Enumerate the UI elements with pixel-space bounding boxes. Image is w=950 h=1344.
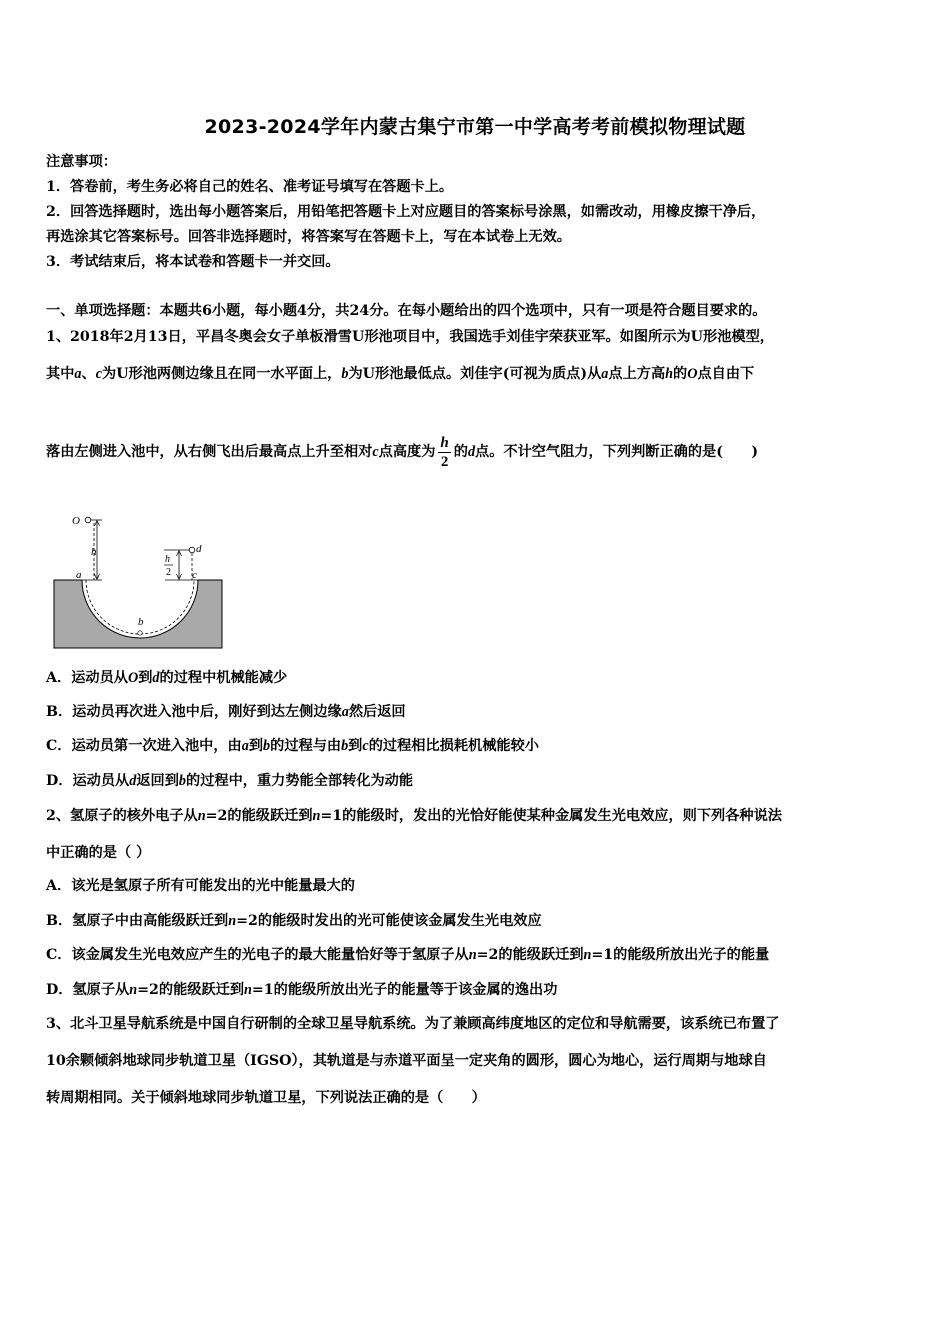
q1-option-b: B．运动员再次进入池中后，刚好到达左侧边缘a然后返回 — [46, 704, 406, 720]
svg-text:a: a — [76, 569, 82, 581]
point-b-marker — [138, 631, 142, 635]
u-pool-figure — [50, 505, 230, 655]
notice-item: 3．考试结束后，将本试卷和答题卡一并交回。 — [46, 254, 340, 270]
q2-stem-line1: 2、氢原子的核外电子从n=2的能级跃迁到n=1的能级时，发出的光恰好能使某种金属发生光电效应，则下列各种说法 — [46, 808, 782, 824]
svg-text:c: c — [192, 569, 197, 581]
svg-text:2: 2 — [166, 567, 171, 578]
q3-stem-line3: 转周期相同。关于倾斜地球同步轨道卫星，下列说法正确的是（ ） — [46, 1090, 486, 1106]
q1-option-a: A．运动员从O到d的过程中机械能减少 — [46, 670, 288, 686]
q1-stem-line1: 1、2018年2月13日，平昌冬奥会女子单板滑雪U形池项目中，我国选手刘佳宇荣获亚军。如图所示为U形池模型， — [46, 329, 774, 345]
q3-stem-line2: 10余颗倾斜地球同步轨道卫星（IGSO），其轨道是与赤道平面呈一定夹角的圆形，圆心为地心，运行周期与地球自 — [46, 1053, 767, 1069]
q2-option-d: D．氢原子从n=2的能级跃迁到n=1的能级所放出光子的能量等于该金属的逸出功 — [46, 982, 558, 998]
svg-text:O: O — [72, 515, 80, 527]
notice-item: 再选涂其它答案标号。回答非选择题时，将答案写在答题卡上，写在本试卷上无效。 — [46, 229, 571, 245]
page-title: 2023-2024学年内蒙古集宁市第一中学高考考前模拟物理试题 — [204, 116, 746, 138]
q1-option-d: D．运动员从d返回到b的过程中，重力势能全部转化为动能 — [46, 773, 414, 789]
svg-text:h: h — [165, 554, 170, 565]
q3-stem-line1: 3、北斗卫星导航系统是中国自行研制的全球卫星导航系统。为了兼顾高纬度地区的定位和导航需要，该系统已布置了 — [46, 1016, 780, 1032]
notice-heading: 注意事项： — [46, 154, 117, 170]
fraction-h-over-2: $\frac{h}{2}$ — [440, 434, 449, 470]
q1-stem-line3: 落由左侧进入池中，从右侧飞出后最高点上升至相对c点高度为 $\frac{h}{2}$ 的d点。不计空气阻力，下列判断正确的是( ) — [46, 434, 759, 470]
q2-stem-line2: 中正确的是（ ） — [46, 845, 151, 861]
q1-option-c: C．运动员第一次进入池中，由a到b的过程与由b到c的过程相比损耗机械能较小 — [46, 738, 539, 754]
q2-option-a: A．该光是氢原子所有可能发出的光中能量最大的 — [46, 878, 355, 894]
q2-option-c: C．该金属发生光电效应产生的光电子的最大能量恰好等于氢原子从n=2的能级跃迁到n=1的能级所放出光子的能量 — [46, 947, 770, 963]
point-d-marker — [189, 547, 195, 553]
notice-item: 2．回答选择题时，选出每小题答案后，用铅笔把答题卡上对应题目的答案标号涂黑，如需改动，用橡皮擦干净后， — [46, 204, 766, 220]
q1-stem-line2: 其中a、c为U形池两侧边缘且在同一水平面上，b为U形池最低点。刘佳宇(可视为质点)从a点上方高h的O点自由下 — [46, 366, 755, 382]
section-heading: 一、单项选择题：本题共6小题，每小题4分，共24分。在每小题给出的四个选项中，只有一项是符合题目要求的。 — [46, 303, 767, 319]
svg-text:b: b — [138, 616, 144, 628]
svg-text:h: h — [91, 546, 97, 558]
svg-text:d: d — [196, 543, 202, 555]
q2-option-b: B．氢原子中由高能级跃迁到n=2的能级时发出的光可能使该金属发生光电效应 — [46, 913, 542, 929]
u-pool-block — [54, 580, 222, 648]
point-o-marker — [85, 517, 91, 523]
notice-item: 1．答卷前，考生务必将自己的姓名、准考证号填写在答题卡上。 — [46, 179, 454, 195]
